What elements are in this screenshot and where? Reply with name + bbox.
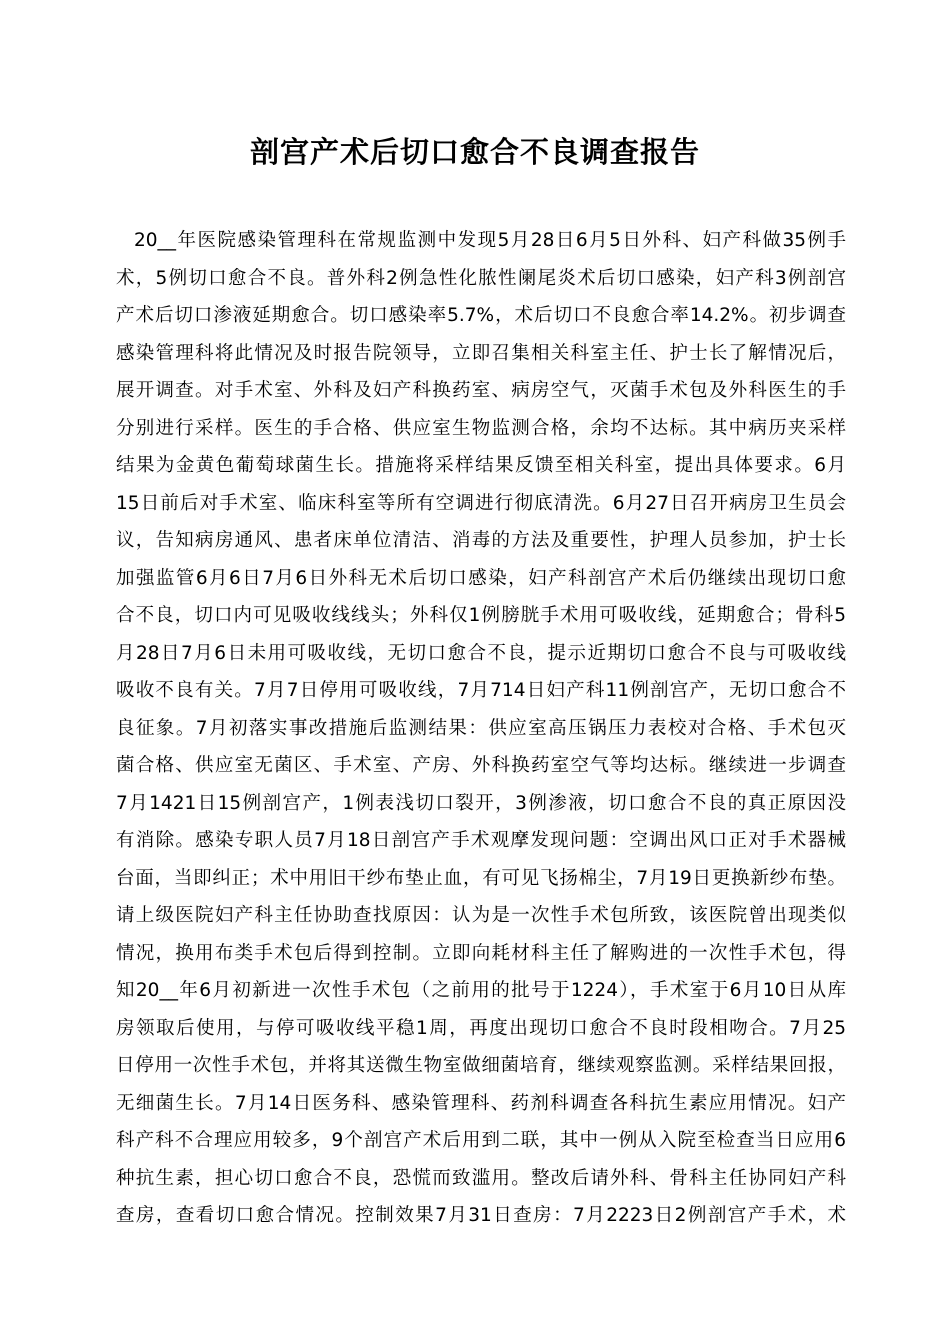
body-line: 合不良，切口内可见吸收线线头；外科仅1例膀胱手术用可吸收线，延期愈合；骨科5: [116, 605, 846, 626]
body-line: 吸收不良有关。7月7日停用可吸收线，7月714日妇产科11例剖宫产，无切口愈合不: [116, 680, 846, 701]
body-line: 术，5例切口愈合不良。普外科2例急性化脓性阑尾炎术后切口感染，妇产科3例剖宫: [116, 267, 846, 289]
document-title: 剖宫产术后切口愈合不良调查报告: [249, 135, 700, 169]
body-line: 结果为金黄色葡萄球菌生长。措施将采样结果反馈至相关科室，提出具体要求。6月: [116, 455, 846, 476]
document-body: [116, 222, 846, 1235]
body-line: 无细菌生长。7月14日医务科、感染管理科、药剂科调查各科抗生素应用情况。妇产: [116, 1092, 846, 1114]
body-line: 日停用一次性手术包，并将其送微生物室做细菌培育，继续观察监测。采样结果回报，: [116, 1055, 846, 1076]
body-line: 20__年医院感染管理科在常规监测中发现5月28日6月5日外科、妇产科做35例手: [134, 230, 846, 251]
body-line: 台面，当即纠正；术中用旧干纱布垫止血，有可见飞扬棉尘，7月19日更换新纱布垫。: [116, 867, 846, 889]
body-line: 加强监管6月6日7月6日外科无术后切口感染，妇产科剖宫产术后仍继续出现切口愈: [116, 567, 846, 589]
body-line: 分别进行采样。医生的手合格、供应室生物监测合格，余均不达标。其中病历夹采样: [116, 417, 846, 439]
body-line: 情况，换用布类手术包后得到控制。立即向耗材科主任了解购进的一次性手术包，得: [116, 942, 846, 964]
body-line: 15日前后对手术室、临床科室等所有空调进行彻底清洗。6月27日召开病房卫生员会: [116, 492, 846, 514]
body-line: 产术后切口渗液延期愈合。切口感染率5.7%，术后切口不良愈合率14.2%。初步调查: [116, 305, 846, 326]
body-line: 请上级医院妇产科主任协助查找原因：认为是一次性手术包所致，该医院曾出现类似: [116, 905, 846, 926]
body-line: 菌合格、供应室无菌区、手术室、产房、外科换药室空气等均达标。继续进一步调查: [116, 755, 846, 776]
body-line: 展开调查。对手术室、外科及妇产科换药室、病房空气，灭菌手术包及外科医生的手: [116, 380, 846, 401]
body-line: 7月1421日15例剖宫产，1例表浅切口裂开，3例渗液，切口愈合不良的真正原因没: [116, 792, 846, 814]
body-line: 感染管理科将此情况及时报告院领导，立即召集相关科室主任、护士长了解情况后，: [116, 342, 846, 364]
body-line: 科产科不合理应用较多，9个剖宫产术后用到二联，其中一例从入院至检查当日应用6: [116, 1130, 846, 1151]
body-line: 房领取后使用，与停可吸收线平稳1周，再度出现切口愈合不良时段相吻合。7月25: [116, 1017, 846, 1039]
body-line: 议，告知病房通风、患者床单位清洁、消毒的方法及重要性，护理人员参加，护士长: [116, 530, 846, 551]
body-line: 种抗生素，担心切口愈合不良，恐慌而致滥用。整改后请外科、骨科主任协同妇产科: [116, 1167, 846, 1189]
body-line: 知20__年6月初新进一次性手术包（之前用的批号于1224），手术室于6月10日从库: [116, 980, 846, 1001]
body-line: 良征象。7月初落实事改措施后监测结果：供应室高压锅压力表校对合格、手术包灭: [116, 717, 846, 739]
body-line: 查房，查看切口愈合情况。控制效果7月31日查房：7月2223日2例剖宫产手术，术: [116, 1205, 846, 1226]
body-line: 有消除。感染专职人员7月18日剖宫产手术观摩发现问题：空调出风口正对手术器械: [116, 830, 846, 851]
body-line: 月28日7月6日未用可吸收线，无切口愈合不良，提示近期切口愈合不良与可吸收线: [116, 642, 846, 664]
